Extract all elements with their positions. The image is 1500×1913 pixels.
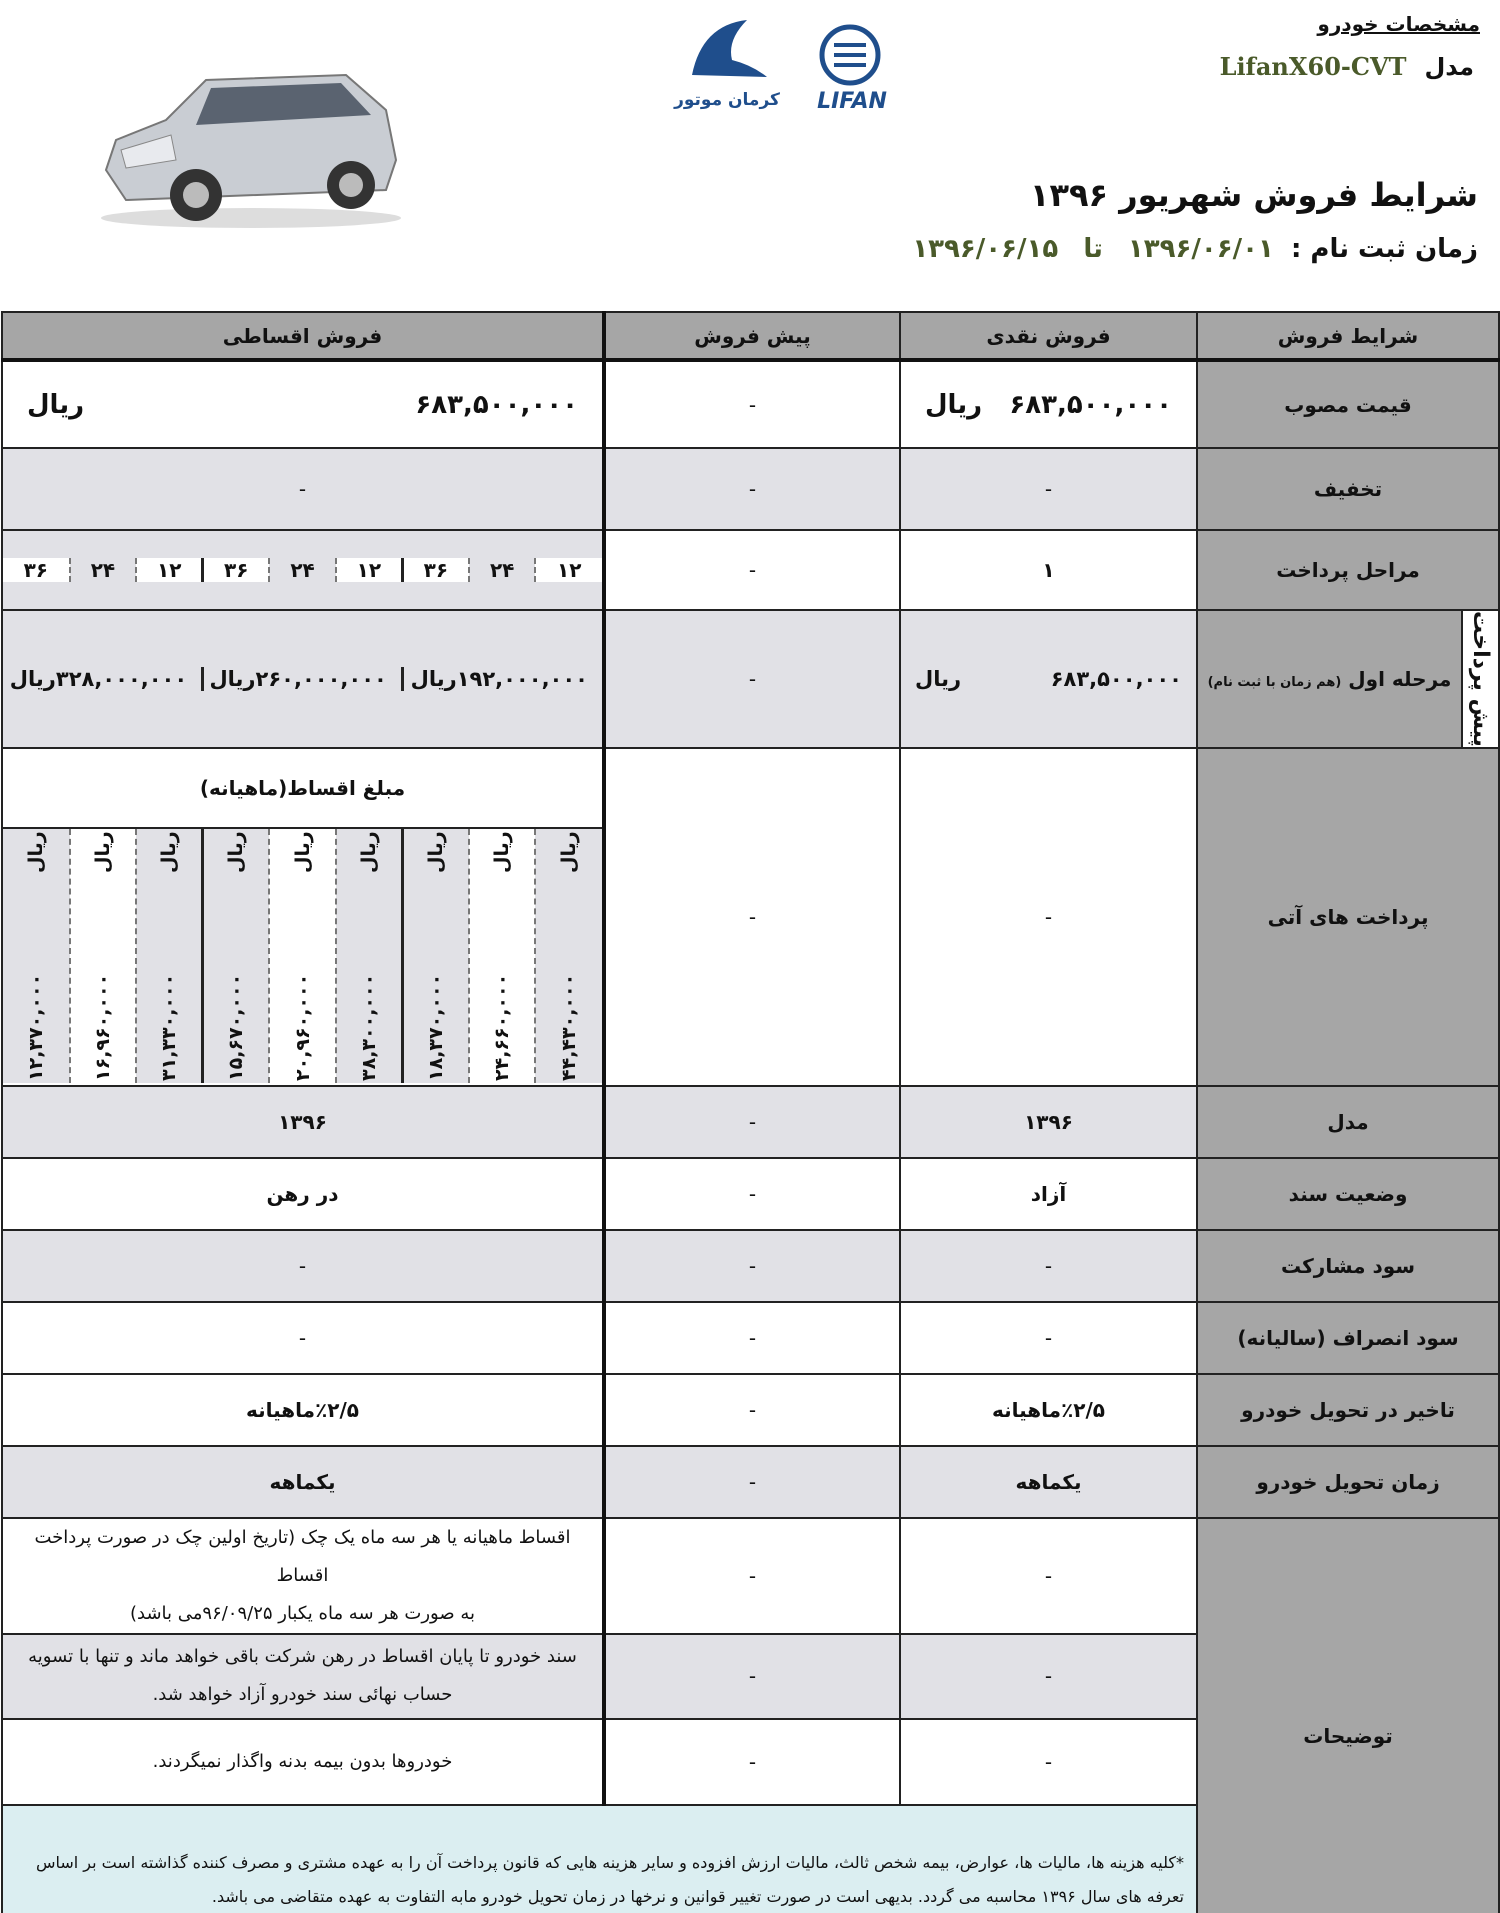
notes-label: توضیحات xyxy=(1197,1518,1499,1913)
cash-price: ۶۸۳,۵۰۰,۰۰۰ ریال xyxy=(925,389,1172,420)
inst-delivery: یکماهه xyxy=(2,1446,604,1518)
cash-delivery: یکماهه xyxy=(900,1446,1197,1518)
cancel-row: سود انصراف (سالیانه) - - - xyxy=(2,1302,1499,1374)
header-presale: پیش فروش xyxy=(604,312,900,360)
registration-period xyxy=(904,234,1478,264)
header-installment: فروش اقساطی xyxy=(2,312,604,360)
document-header xyxy=(0,0,1500,310)
delay-label: تاخیر در تحویل خودرو xyxy=(1197,1374,1499,1446)
delivery-label: زمان تحویل خودرو xyxy=(1197,1446,1499,1518)
model-line xyxy=(1220,52,1474,81)
lifan-logo xyxy=(804,20,904,115)
prepayment-row: پیش پرداخت مرحله اول (هم زمان با ثبت نام) ۶۸۳,۵۰۰,۰۰۰ ریال - ۱۹۲,۰۰۰,۰۰۰ ریال ۲۶۰,۰۰۰,۰۰۰ ریال ۳۲۸,۰۰۰,۰۰۰ ریال xyxy=(2,610,1499,748)
cancel-label: سود انصراف (سالیانه) xyxy=(1197,1302,1499,1374)
reg-to: ۱۳۹۶/۰۶/۱۵ xyxy=(912,234,1059,264)
header-cash: فروش نقدی xyxy=(900,312,1197,360)
stages-label: مراحل پرداخت xyxy=(1197,530,1499,610)
cash-prepay: ۶۸۳,۵۰۰,۰۰۰ ریال xyxy=(915,666,1182,691)
note-2: سند خودرو تا پایان اقساط در رهن شرکت باقی خواهد ماند و تنها با تسویه حساب نهائی سند خودرو آزاد خواهد شد. xyxy=(28,1646,577,1706)
participation-row: سود مشارکت - - - xyxy=(2,1230,1499,1302)
prepay-stage-label: مرحله اول (هم زمان با ثبت نام) xyxy=(1197,610,1462,748)
monthly-title: مبلغ اقساط(ماهیانه) xyxy=(3,749,602,829)
model-label: مدل xyxy=(1424,53,1474,81)
discount-label: تخفیف xyxy=(1197,448,1499,530)
cash-stages: ۱ xyxy=(900,530,1197,610)
model-year-row: مدل ۱۳۹۶ - ۱۳۹۶ xyxy=(2,1086,1499,1158)
reg-label: زمان ثبت نام : xyxy=(1290,234,1478,264)
sales-conditions-table xyxy=(1,311,1500,1913)
cash-model-year: ۱۳۹۶ xyxy=(900,1086,1197,1158)
price-label: قیمت مصوب xyxy=(1197,360,1499,448)
table-header-row xyxy=(2,312,1499,360)
cash-doc-status: آزاد xyxy=(900,1158,1197,1230)
reg-to-word: تا xyxy=(1083,234,1103,264)
model-value: LifanX60-CVT xyxy=(1219,52,1407,81)
note-row-3: - - خودروها بدون بیمه بدنه واگذار نمیگردند. xyxy=(2,1719,1499,1805)
delay-row: تاخیر در تحویل خودرو ٪۲/۵ماهیانه - ٪۲/۵ماهیانه xyxy=(2,1374,1499,1446)
note-row-2: - - سند خودرو تا پایان اقساط در رهن شرکت باقی خواهد ماند و تنها با تسویه حساب نهائی سند خودرو آزاد خواهد شد. xyxy=(2,1634,1499,1719)
stages-terms: ۱۲ ۲۴ ۳۶ ۱۲ ۲۴ ۳۶ ۱۲ ۲۴ ۳۶ xyxy=(3,558,602,582)
price-row: قیمت مصوب ۶۸۳,۵۰۰,۰۰۰ ریال - ۶۸۳,۵۰۰,۰۰۰ ریال xyxy=(2,360,1499,448)
participation-label: سود مشارکت xyxy=(1197,1230,1499,1302)
note-1: اقساط ماهیانه یا هر سه ماه یک چک (تاریخ اولین چک در صورت پرداخت اقساط به صورت هر سه ماه یکبار ۹۶/۰۹/۲۵می باشد) xyxy=(34,1526,571,1624)
brand-dealer-text: کرمان موتور xyxy=(674,90,780,110)
inst-doc-status: در رهن xyxy=(2,1158,604,1230)
doc-status-label: وضعیت سند xyxy=(1197,1158,1499,1230)
future-payments-row: پرداخت های آتی - - مبلغ اقساط(ماهیانه) ریال ۴۴,۴۳۰,۰۰۰ ریال ۲۴,۶۶۰,۰۰۰ ریال ۱۸,۳۷۰,۰۰۰ ریال ۳۸,۳۰۰,۰۰۰ ریال ۲۰,۹۶۰,۰۰۰ ریال ۱۵,۶۷۰,۰۰۰ ریال ۳۱,۳۳۰,۰۰۰ ریال ۱۶,۹۶۰,۰۰۰ ریال ۱۲,۳۷۰,۰۰۰ xyxy=(2,748,1499,1086)
header-conditions: شرایط فروش xyxy=(1197,312,1499,360)
model-year-label: مدل xyxy=(1197,1086,1499,1158)
doc-status-row: وضعیت سند آزاد - در رهن xyxy=(2,1158,1499,1230)
note-3: خودروها بدون بیمه بدنه واگذار نمیگردند. xyxy=(152,1750,453,1772)
reg-from: ۱۳۹۶/۰۶/۰۱ xyxy=(1127,234,1274,264)
future-label: پرداخت های آتی xyxy=(1197,748,1499,1086)
note-row-1: توضیحات - - اقساط ماهیانه یا هر سه ماه یک چک (تاریخ اولین چک در صورت پرداخت اقساط به صورت هر سه ماه یکبار ۹۶/۰۹/۲۵می باشد) xyxy=(2,1518,1499,1634)
delivery-row: زمان تحویل خودرو یکماهه - یکماهه xyxy=(2,1446,1499,1518)
footnote: *کلیه هزینه ها، مالیات ها، عوارض، بیمه شخص ثالث، مالیات ارزش افزوده و سایر هزینه هایی که قانون پرداخت آن را به عهده مشتری و مصرف کننده گذاشته است بر اساس تعرفه های سال ۱۳۹۶ محاسبه می گردد. بدیهی است در صورت تغییر قوانین و نرخها در زمان تحویل خودرو مابه التفاوت به عهده متقاضی می باشد. xyxy=(2,1805,1197,1913)
kerman-motor-logo xyxy=(672,15,782,115)
prepay-groups: ۱۹۲,۰۰۰,۰۰۰ ریال ۲۶۰,۰۰۰,۰۰۰ ریال ۳۲۸,۰۰۰,۰۰۰ ریال xyxy=(3,667,602,691)
cash-delay: ٪۲/۵ماهیانه xyxy=(900,1374,1197,1446)
installment-price: ۶۸۳,۵۰۰,۰۰۰ ریال xyxy=(27,389,578,420)
brand-logos xyxy=(672,15,902,115)
sale-title: شرایط فروش شهریور ۱۳۹۶ xyxy=(1029,176,1478,214)
monthly-amounts: ریال ۴۴,۴۳۰,۰۰۰ ریال ۲۴,۶۶۰,۰۰۰ ریال ۱۸,۳۷۰,۰۰۰ ریال ۳۸,۳۰۰,۰۰۰ ریال ۲۰,۹۶۰,۰۰۰ ریال ۱۵,۶۷۰,۰۰۰ ریال ۳۱,۳۳۰,۰۰۰ ریال ۱۶,۹۶۰,۰۰۰ ریال ۱۲,۳۷۰,۰۰۰ xyxy=(3,829,602,1083)
brand-lifan-text: LIFAN xyxy=(817,89,887,114)
inst-delay: ٪۲/۵ماهیانه xyxy=(2,1374,604,1446)
car-image xyxy=(86,50,406,230)
prepay-group-label: پیش پرداخت xyxy=(1462,610,1499,748)
spec-title: مشخصات خودرو xyxy=(1317,12,1480,36)
discount-row: تخفیف - - - xyxy=(2,448,1499,530)
inst-model-year: ۱۳۹۶ xyxy=(2,1086,604,1158)
payment-stages-row: مراحل پرداخت ۱ - ۱۲ ۲۴ ۳۶ ۱۲ ۲۴ ۳۶ ۱۲ ۲۴ ۳۶ xyxy=(2,530,1499,610)
